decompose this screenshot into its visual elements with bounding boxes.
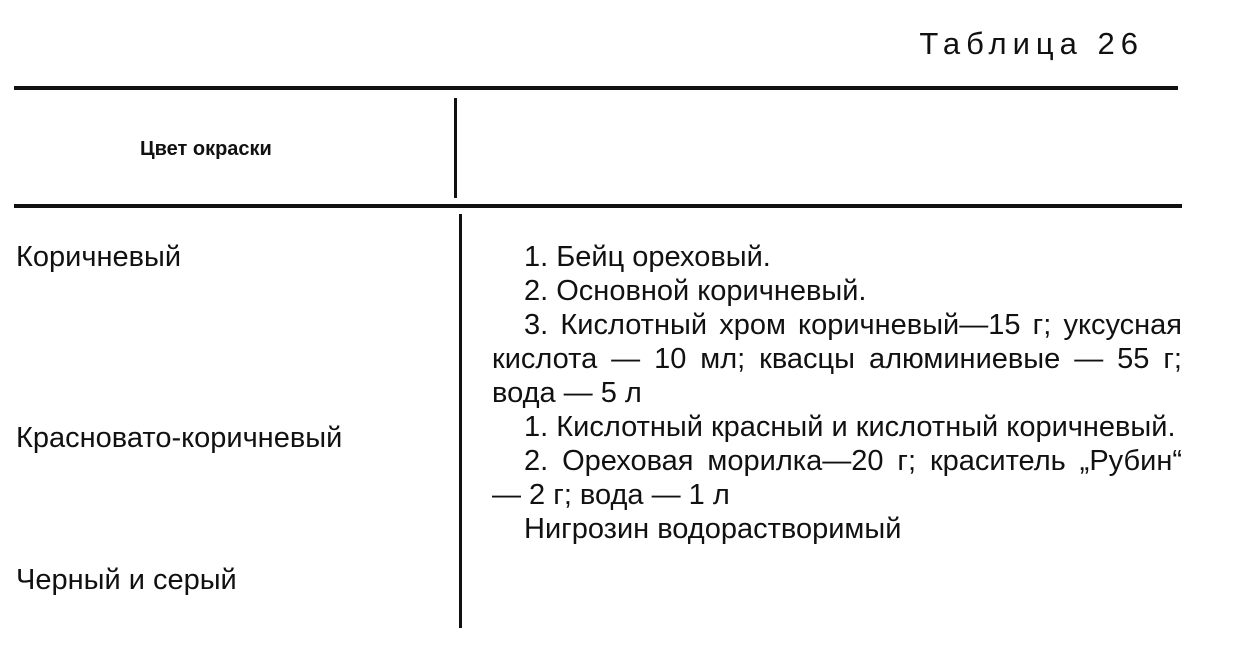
row-label-black-grey: Черный и серый [16, 564, 237, 596]
recipe-brown-3: 3. Кислотный хром коричневый—15 г; уксусная кислота — 10 мл; квасцы алюминиевые — 55 г; вода — 5 л [492, 309, 1182, 409]
recipe-brown-1: 1. Бейц ореховый. [524, 241, 771, 273]
recipe-reddish-brown-2: 2. Ореховая морилка—20 г; краситель „Рубин“ — 2 г; вода — 1 л [492, 445, 1182, 511]
column-header-color: Цвет окраски [140, 138, 272, 160]
recipe-reddish-brown-1: 1. Кислотный красный и кислотный коричневый. [524, 411, 1176, 443]
table-title: Таблица 26 [919, 26, 1144, 61]
recipes-column [492, 240, 1182, 546]
body-divider [459, 214, 462, 628]
recipe-brown-2: 2. Основной коричневый. [524, 275, 867, 307]
recipe-black-grey-1: Нигрозин водорастворимый [524, 513, 902, 545]
row-label-reddish-brown: Красновато-коричневый [16, 422, 343, 454]
row-label-brown: Коричневый [16, 241, 182, 273]
header-bottom-rule [14, 204, 1182, 208]
top-rule [14, 86, 1178, 90]
header-divider [454, 98, 457, 198]
